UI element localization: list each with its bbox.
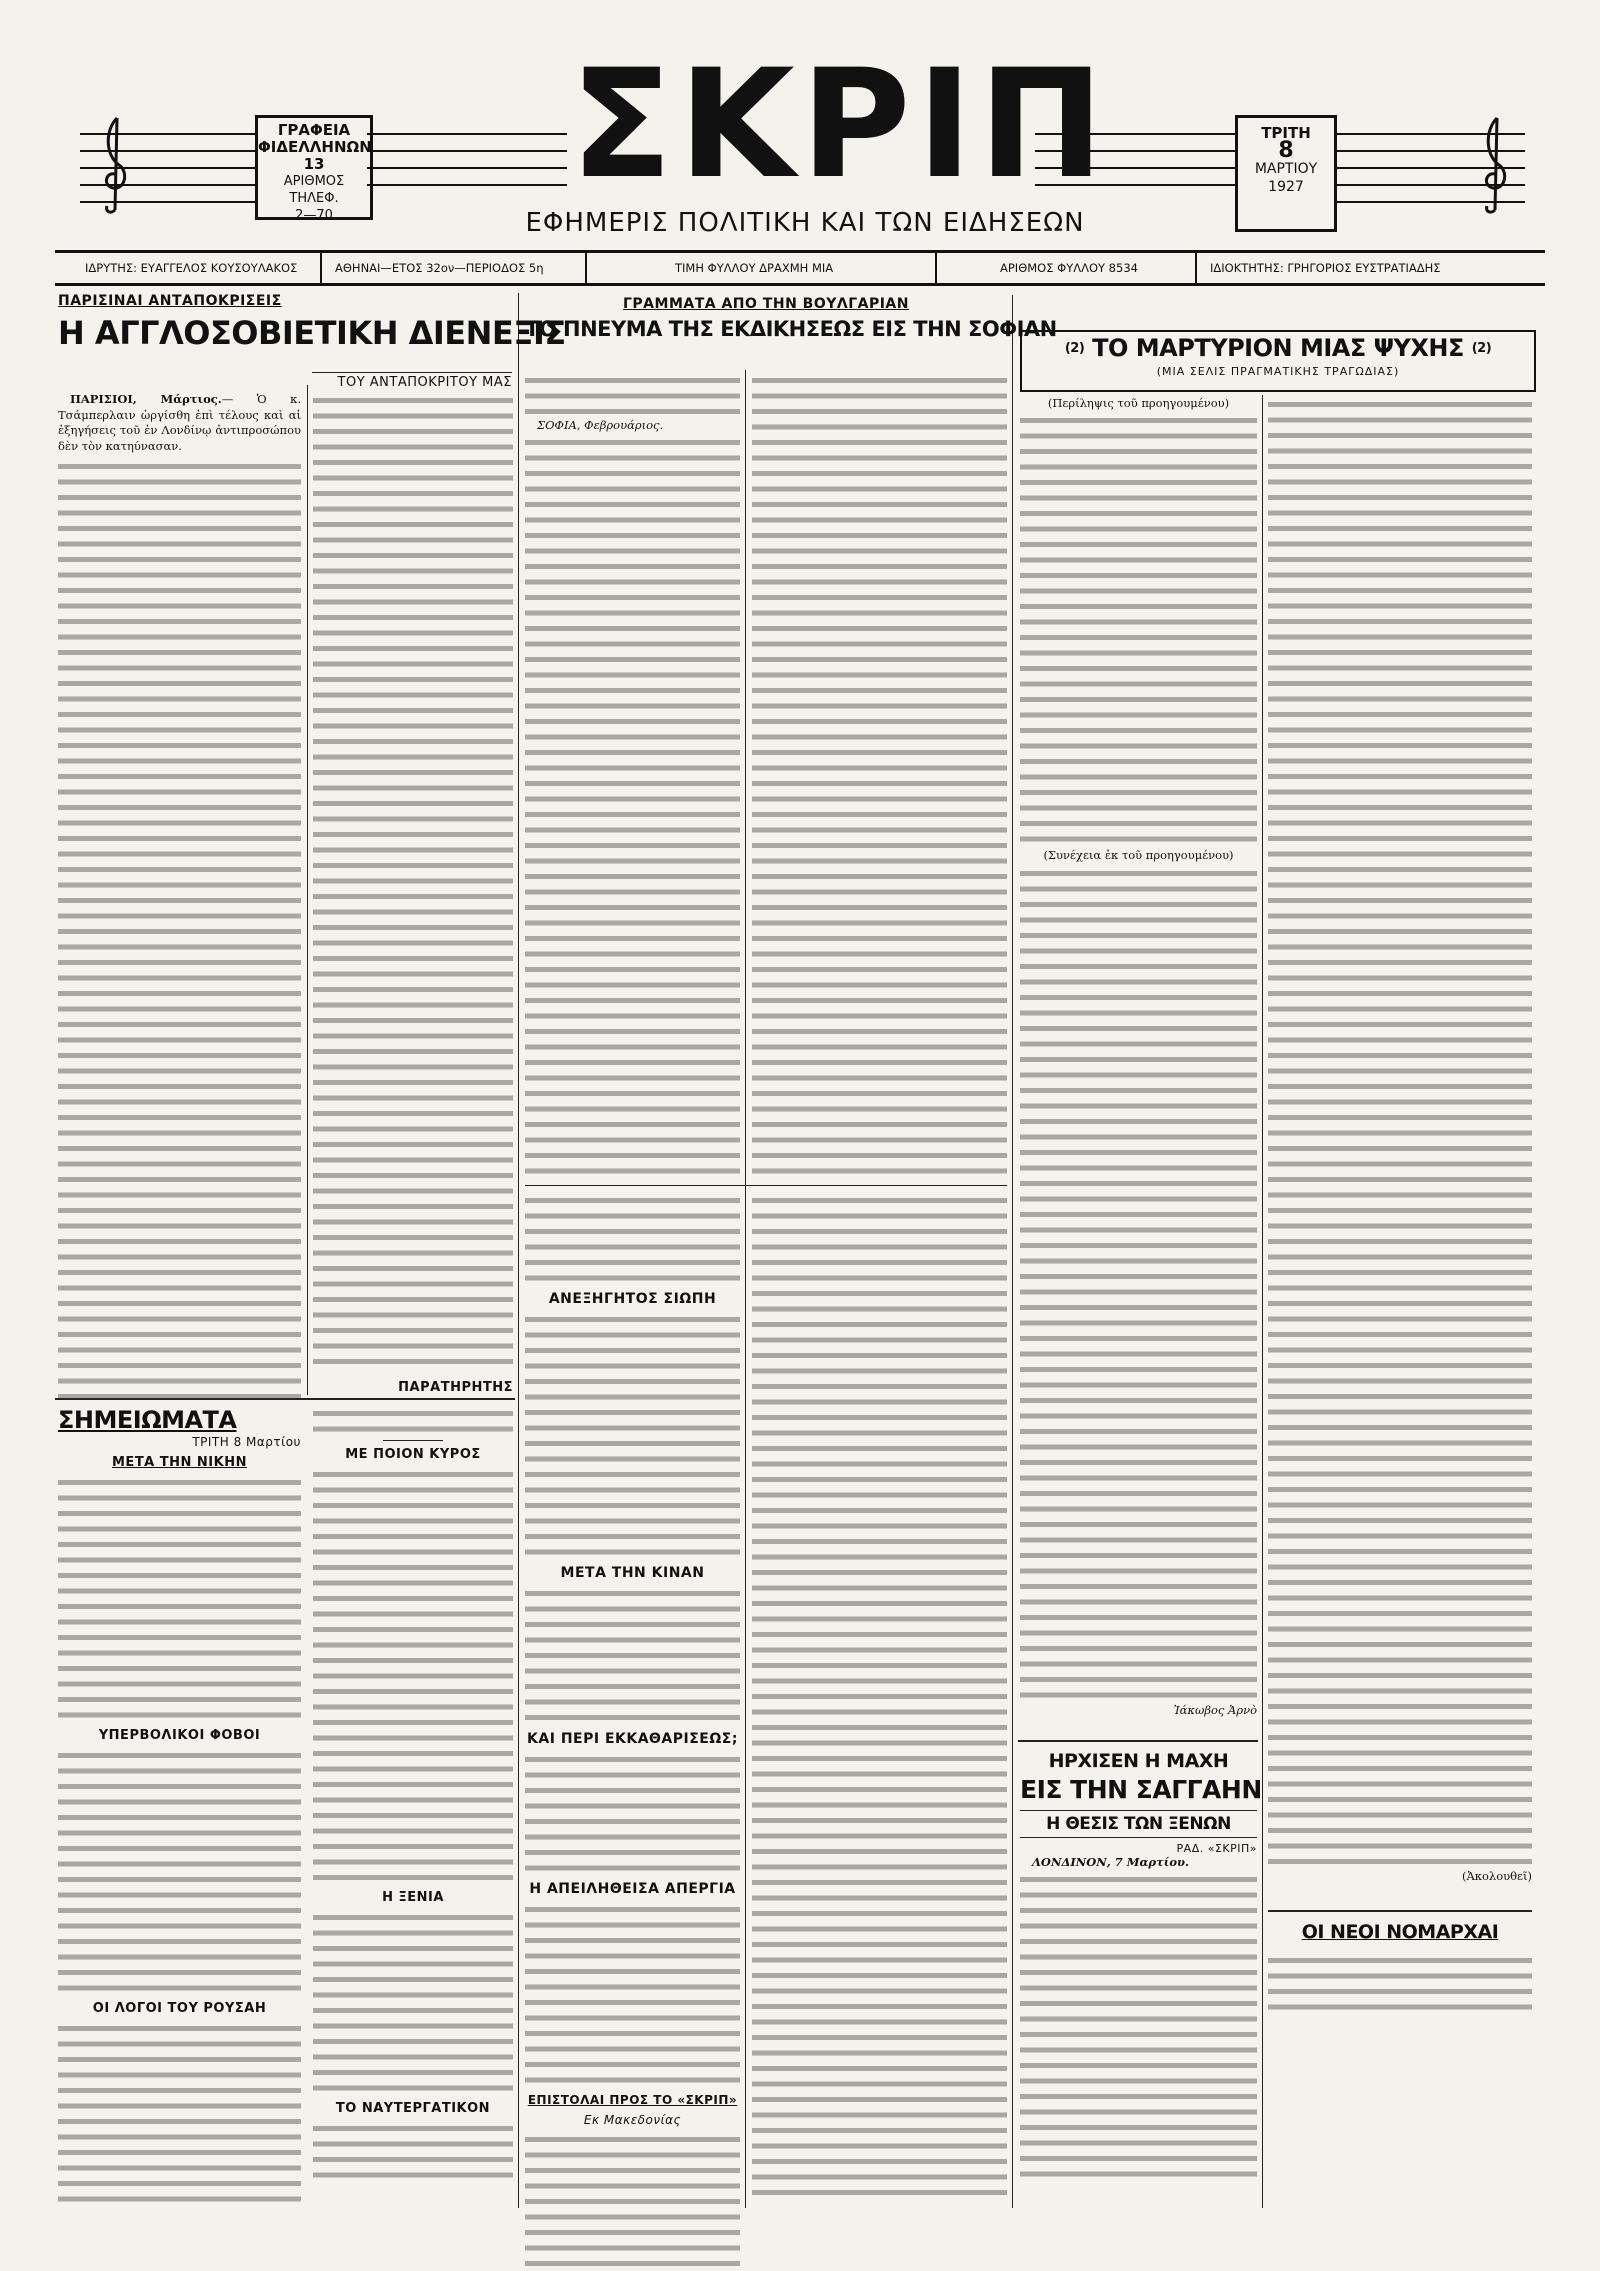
article-shanghai: [1020, 1748, 1262, 2208]
center-news-column: [525, 1192, 740, 2208]
column-rule: [1262, 395, 1263, 2208]
summary-label: (Περίληψις τοῦ προηγουμένου): [1047, 396, 1230, 410]
continued-label: (Συνέχεια ἐκ τοῦ προηγουμένου): [1043, 847, 1234, 862]
article-opening: — Ὁ κ. Τσάμπερλαιν ὡργίσθη ἐπὶ τέλους καὶ αἱ ἐξηγήσεις τοῦ ἐν Λονδίνῳ ἀντιπροσώπου δὲν τὸν κατηύνασαν.: [58, 392, 301, 453]
text-block: [752, 1192, 1007, 2202]
article-headline-line: ΕΙΣ ΤΗΝ ΣΑΓΓΑΗΝ: [1020, 1775, 1262, 1804]
article-dateline: ΠΑΡΙΣΙΟΙ, Μάρτιος.: [70, 392, 222, 406]
article-headline: ΤΟ ΠΝΕΥΜΑ ΤΗΣ ΕΚΔΙΚΗΣΕΩΣ ΕΙΣ ΤΗΝ ΣΟΦΙΑΝ: [525, 317, 1057, 341]
text-block: [1268, 1952, 1532, 2014]
serial-subhead: (ΜΙΑ ΣΕΛΙΣ ΠΡΑΓΜΑΤΙΚΗΣ ΤΡΑΓΩΔΙΑΣ): [1156, 365, 1400, 378]
date-box: [1235, 115, 1337, 232]
news-heading: ΜΕΤΑ ΤΗΝ ΚΙΝΑΝ: [560, 1565, 705, 1581]
article-headline: ΟΙ ΝΕΟΙ ΝΟΜΑΡΧΑΙ: [1301, 1921, 1499, 1943]
article-headline-line: Η ΘΕΣΙΣ ΤΩΝ ΞΕΝΩΝ: [1020, 1810, 1257, 1838]
column-rule: [1012, 295, 1013, 2208]
serial-text-column: [1020, 396, 1257, 1731]
article-headline: Η ΑΓΓΛΟΣΟΒΙΕΤΙΚΗ ΔΙΕΝΕΞΙΣ: [58, 314, 566, 352]
serial-author: Ἰάκωβος Ἀρνὸ: [1173, 1703, 1257, 1717]
note-heading: ΜΕ ΠΟΙΟΝ ΚΥΡΟΣ: [345, 1447, 481, 1462]
article-kicker: ΠΑΡΙΣΙΝΑΙ ΑΝΤΑΠΟΚΡΙΣΕΙΣ: [58, 293, 282, 309]
text-block: [1020, 412, 1257, 846]
date-year: 1927: [1268, 179, 1304, 195]
serial-title: ΤΟ ΜΑΡΤΥΡΙΟΝ ΜΙΑΣ ΨΥΧΗΣ: [1092, 334, 1464, 362]
text-block: [313, 392, 513, 1367]
news-heading: ΚΑΙ ΠΕΡΙ ΕΚΚΑΘΑΡΙΣΕΩΣ;: [527, 1731, 738, 1747]
short-rule: [383, 1440, 443, 1441]
article-anglo-soviet: [58, 293, 566, 353]
article-byline: ΤΟΥ ΑΝΤΑΠΟΚΡΙΤΟΥ ΜΑΣ: [312, 372, 512, 390]
article-headline-line: ΗΡΧΙΣΕΝ Η ΜΑΧΗ: [1048, 1750, 1229, 1772]
article-body: [525, 418, 740, 434]
serial-headline: [1022, 332, 1534, 365]
founder: ΙΔΡΥΤΗΣ: ΕΥΑΓΓΕΛΟΣ ΚΟΥΣΟΥΛΑΚΟΣ: [85, 261, 298, 275]
article-text-column: [58, 392, 301, 1392]
note-heading: Η ΞΕΝΙΑ: [382, 1890, 444, 1905]
text-block: [525, 434, 740, 1178]
article-nomarchs: [1268, 1918, 1532, 2208]
phone-label: ΑΡΙΘΜΟΣ ΤΗΛΕΦ.: [283, 174, 345, 206]
notes-title: ΣΗΜΕΙΩΜΑΤΑ: [58, 1406, 237, 1434]
treble-clef-icon: [1475, 110, 1515, 220]
text-block: [58, 458, 301, 1398]
column-rule: [307, 385, 308, 1395]
notes-date: ΤΡΙΤΗ 8 Μαρτίου: [192, 1435, 301, 1449]
staff-line: [367, 133, 567, 135]
text-block: [752, 372, 1007, 1177]
article-dateline: ΛΟΝΔΙΝΟΝ, 7 Μαρτίου.: [1032, 1855, 1189, 1869]
text-block: [313, 1405, 513, 1436]
signature-container: [313, 1380, 513, 1395]
text-block: [1268, 396, 1532, 1869]
article-text-column: [313, 392, 513, 1377]
owner: ΙΔΙΟΚΤΗΤΗΣ: ΓΡΗΓΟΡΙΟΣ ΕΥΣΤΡΑΤΙΑΔΗΣ: [1210, 261, 1441, 275]
note-heading: ΜΕΤΑ ΤΗΝ ΝΙΚΗΝ: [112, 1455, 247, 1470]
notes-column: [313, 1405, 513, 2210]
divider: [585, 253, 587, 283]
note-heading: ΟΙ ΛΟΓΟΙ ΤΟΥ ΡΟΥΣΑΗ: [92, 2001, 267, 2016]
article-signature: ΠΑΡΑΤΗΡΗΤΗΣ: [398, 1380, 513, 1395]
article-body: [1020, 1855, 1257, 1871]
text-block: [525, 2131, 740, 2271]
treble-clef-icon: [95, 110, 135, 220]
text-block: [525, 1751, 740, 1875]
text-block: [313, 1466, 513, 1884]
section-rule: [1268, 1910, 1532, 1912]
note-heading: ΥΠΕΡΒΟΛΙΚΟΙ ΦΟΒΟΙ: [98, 1728, 261, 1743]
staff-line: [367, 184, 567, 186]
office-address: ΦΙΔΕΛΛΗΝΩΝ 13: [258, 138, 372, 173]
text-block: [58, 1747, 301, 1995]
news-heading: Η ΑΠΕΙΛΗΘΕΙΣΑ ΑΠΕΡΓΙΑ: [529, 1881, 736, 1897]
info-bar: [55, 250, 1545, 286]
serial-part: (2): [1471, 341, 1492, 356]
note-heading: ΤΟ ΝΑΥΤΕΡΓΑΤΙΚΟΝ: [335, 2101, 491, 2116]
office-info-box: [255, 115, 373, 223]
serial-continues: (Ἀκολουθεῖ): [1462, 1869, 1532, 1883]
text-block: [313, 1909, 513, 2095]
issue-number: ΑΡΙΘΜΟΣ ΦΥΛΛΟΥ 8534: [1000, 261, 1138, 275]
text-block: [1020, 1871, 1257, 2181]
serial-headline-box: [1020, 330, 1536, 392]
news-subheading: Εκ Μακεδονίας: [583, 2113, 682, 2127]
date-number: 8: [1278, 138, 1294, 163]
news-heading: ΑΝΕΞΗΓΗΤΟΣ ΣΙΩΠΗ: [548, 1291, 717, 1307]
serial-part: (2): [1064, 341, 1085, 356]
news-heading: ΕΠΙΣΤΟΛΑΙ ΠΡΟΣ ΤΟ «ΣΚΡΙΠ»: [527, 2093, 738, 2107]
date-day: ΤΡΙΤΗ: [1261, 124, 1311, 142]
column-rule: [518, 293, 519, 2208]
text-block: [58, 2020, 301, 2206]
article-source: ΡΑΔ. «ΣΚΡΙΠ»: [1176, 1842, 1257, 1855]
edition: ΑΘΗΝΑΙ—ΕΤΟΣ 32ον—ΠΕΡΙΟΔΟΣ 5η: [335, 261, 544, 275]
text-block: [525, 1585, 740, 1725]
column-rule: [745, 370, 746, 2208]
office-label: ΓΡΑΦΕΙΑ: [277, 121, 351, 139]
article-text-column: [525, 372, 740, 1182]
byline-container: [312, 372, 512, 390]
date-month: ΜΑΡΤΙΟΥ: [1254, 161, 1318, 177]
divider: [935, 253, 937, 283]
section-rule: [55, 1398, 515, 1400]
article-dateline: ΣΟΦΙΑ, Φεβρουάριος.: [537, 418, 664, 432]
text-block: [313, 2120, 513, 2182]
article-bulgaria: [525, 296, 1057, 344]
staff-line: [367, 150, 567, 152]
article-body: [58, 392, 301, 454]
notes-column: [58, 1405, 301, 2210]
text-block: [525, 1192, 740, 1285]
newspaper-logo: ΣΚΡΙΠ: [570, 38, 1110, 212]
staff-line: [367, 167, 567, 169]
section-rule: [525, 1185, 1007, 1186]
text-block: [1020, 865, 1257, 1703]
text-block: [58, 1474, 301, 1722]
text-block: [525, 1311, 740, 1559]
phone-number: 2—70: [295, 208, 333, 223]
price: ΤΙΜΗ ΦΥΛΛΟΥ ΔΡΑΧΜΗ ΜΙΑ: [675, 261, 834, 275]
article-kicker: ΓΡΑΜΜΑΤΑ ΑΠΟ ΤΗΝ ΒΟΥΛΓΑΡΙΑΝ: [623, 296, 909, 312]
text-block: [525, 1901, 740, 2087]
serial-text-column: [1268, 396, 1532, 1896]
divider: [1195, 253, 1197, 283]
article-text-column: [752, 372, 1007, 1182]
center-news-column: [752, 1192, 1007, 2208]
divider: [320, 253, 322, 283]
newspaper-subtitle: ΕΦΗΜΕΡΙΣ ΠΟΛΙΤΙΚΗ ΚΑΙ ΤΩΝ ΕΙΔΗΣΕΩΝ: [525, 208, 1085, 238]
section-rule: [1018, 1740, 1258, 1742]
text-block: [525, 372, 740, 418]
